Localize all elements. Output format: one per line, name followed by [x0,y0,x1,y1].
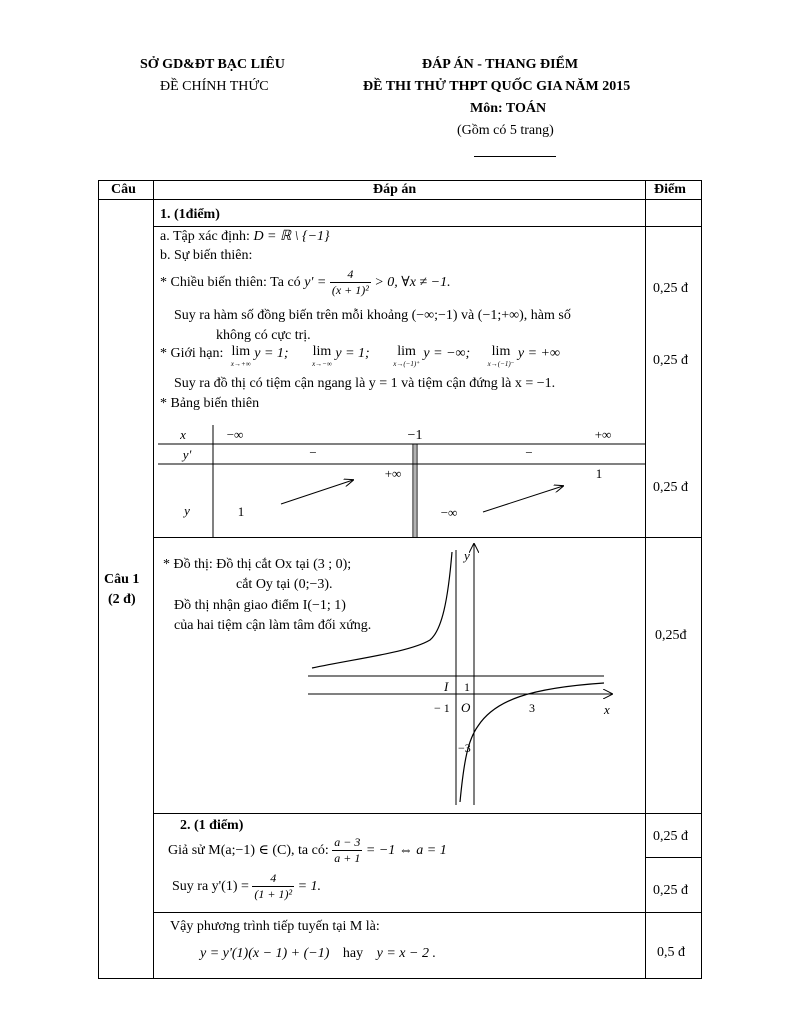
graph-three-label: 3 [529,701,535,715]
bbt-sign-right: − [525,445,533,460]
bbt-pos-inf: +∞ [594,427,612,442]
score-4: 0,25đ [655,628,687,643]
graph-minus1-label: − 1 [434,701,450,715]
graph-minus3-label: −3 [458,741,471,755]
part2-line1 [168,834,447,868]
derivative-tail: > 0, ∀x ≠ −1. [374,275,451,290]
domain-line [160,228,330,245]
domain-math: D = ℝ \ {−1} [253,229,330,244]
limit-4: y = +∞ [517,346,560,361]
question-points: (2 đ) [108,592,136,607]
subject: Môn: TOÁN [470,101,547,116]
part2-line2 [172,870,321,904]
curve-left-branch [312,552,452,668]
part2-fraction-1: $\frac{a - 3}{a + 1}$ [334,835,361,866]
no-extremum: không có cực trị. [216,328,311,343]
page-count: (Gồm có 5 trang) [457,123,554,138]
bbt-minus1: −1 [407,428,423,443]
variation-table [153,420,645,537]
score-3: 0,25 đ [653,480,688,495]
header-divider [474,156,556,157]
tangent-equation [200,946,436,962]
score-6: 0,25 đ [653,883,688,898]
bbt-neg-inf: −∞ [226,427,244,442]
doc-title: ĐÁP ÁN - THANG ĐIỂM [422,57,579,72]
graph-x-label: x [604,702,610,717]
graph-desc-3: Đồ thị nhận giao điểm I(−1; 1) [174,598,346,613]
graph-y-label: y [464,548,470,563]
bbt-y-right: 1 [595,466,603,481]
official-label: ĐỀ CHÍNH THỨC [160,79,269,94]
part2-title: 2. (1 điểm) [180,818,244,833]
function-graph [300,540,620,810]
tangent-eq-2: y = x − 2 . [376,946,436,961]
limits-label: * Giới hạn: [160,346,224,361]
exam-title: ĐỀ THI THỬ THPT QUỐC GIA NĂM 2015 [363,79,631,94]
tangent-eq-1: y = y'(1)(x − 1) + (−1) [200,946,330,961]
asymptote-line: Suy ra đồ thị có tiệm cận ngang là y = 1 và tiệm cận đứng là x = −1. [174,376,556,391]
limits-line: * Giới hạn: lim x→+∞ y = 1; lim x→−∞ y = 1; lim x→(−1)⁺ y = −∞; lim x→(−1)⁻ y = +∞ [160,344,560,368]
bbt-y-label: y [184,503,190,518]
graph-O-label: O [461,700,471,715]
graph-desc-4: của hai tiệm cận làm tâm đối xứng. [174,618,372,633]
score-2: 0,25 đ [653,353,688,368]
part2-fraction-2: $\frac{4}{\text{(1 + 1)²}}$ [254,871,293,902]
col-header-cau: Câu [111,182,136,197]
bbt-y-bottom: −∞ [440,505,458,520]
score-5: 0,25 đ [653,829,688,844]
graph-desc-1: * Đồ thị: Đồ thị cắt Ox tại (3 ; 0); [163,557,352,572]
department-name: SỞ GD&ĐT BẠC LIÊU [140,57,285,72]
assume-text: Giả sử M(a;−1) ∈ (C), ta có: [168,843,329,858]
monotonic-line [160,266,451,300]
domain-label: a. Tập xác định: [160,229,250,244]
solve-text: = −1 ⇔ a = 1 [365,843,447,858]
question-label: Câu 1 [104,572,140,587]
limit-1: y = 1; [254,346,289,361]
bbt-sign-left: − [309,445,317,460]
slope-value: = 1. [297,879,322,894]
limit-2: y = 1; [335,346,370,361]
score-7: 0,5 đ [657,945,685,960]
graph-I-label: I [444,679,449,694]
slope-text: Suy ra y'(1) = [172,879,249,894]
limit-3: y = −∞; [423,346,471,361]
variation-label: b. Sự biến thiên: [160,248,253,263]
graph-desc-2: cắt Oy tại (0;−3). [236,577,333,592]
graph-one-label: 1 [464,680,470,694]
col-header-dapan: Đáp án [373,182,417,197]
col-header-diem: Điểm [654,182,686,197]
part1-title: 1. (1điểm) [160,207,220,222]
derivative-lhs: y' = [304,275,327,290]
monotonic-label: * Chiều biến thiên: Ta có [160,275,301,290]
bbt-y-top: +∞ [384,466,402,481]
score-1: 0,25 đ [653,281,688,296]
tangent-or: hay [342,946,364,961]
variation-table-label: * Bảng biến thiên [160,396,260,411]
bbt-x-label: x [180,427,186,442]
bbt-yp-label: y' [182,447,192,462]
derivative-fraction: $\frac{4}{\text{(x + 1)²}}$ [331,267,369,298]
bbt-y-left: 1 [237,504,245,519]
tangent-intro: Vậy phương trình tiếp tuyến tại M là: [170,919,380,934]
monotonic-conclusion: Suy ra hàm số đồng biến trên mỗi khoảng (−∞;−1) và (−1;+∞), hàm số [174,308,571,323]
